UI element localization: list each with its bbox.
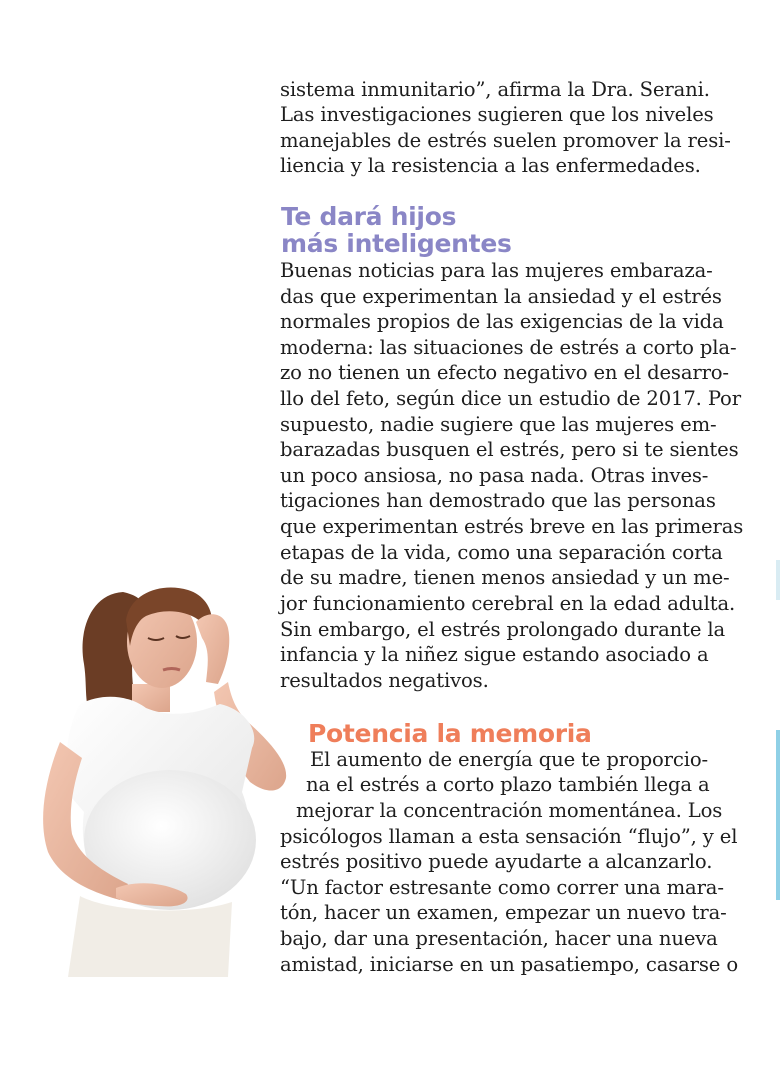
- text-line: etapas de la vida, como una separación corta: [280, 541, 723, 564]
- hand-on-head-shape: [196, 614, 229, 684]
- text-line: “Un factor estresante como correr una mara-: [280, 876, 724, 899]
- text-line: liencia y la resistencia a las enfermedades.: [280, 154, 701, 177]
- text-line: tón, hacer un examen, empezar un nuevo tra-: [280, 901, 727, 924]
- text-line: Sin embargo, el estrés prolongado durante la: [280, 618, 726, 641]
- heading-line: más inteligentes: [281, 229, 512, 258]
- text-line: sistema inmunitario”, afirma la Dra. Serani.: [280, 78, 710, 101]
- text-line: El aumento de energía que te proporcio-: [310, 748, 708, 771]
- text-line: Buenas noticias para las mujeres embaraza-: [280, 259, 713, 282]
- text-line: resultados negativos.: [280, 669, 489, 692]
- text-line: barazadas busquen el estrés, pero si te sientes: [280, 438, 739, 461]
- text-line: infancia y la niñez sigue estando asociado a: [280, 643, 709, 666]
- skirt-shape: [68, 896, 232, 977]
- text-line: bajo, dar una presentación, hacer una nueva: [280, 927, 718, 950]
- text-line: estrés positivo puede ayudarte a alcanzarlo.: [280, 850, 713, 873]
- text-line: na el estrés a corto plazo también llega a: [306, 773, 710, 796]
- text-line: psicólogos llaman a esta sensación “flujo”, y el: [280, 825, 738, 848]
- text-line: mejorar la concentración momentánea. Los: [296, 799, 723, 822]
- page-edge-color-strip: [776, 0, 780, 1075]
- pregnant-woman-photo: [20, 572, 310, 982]
- text-line: amistad, iniciarse en un pasatiempo, casarse o: [280, 953, 738, 976]
- text-line: normales propios de las exigencias de la vida: [280, 310, 724, 333]
- text-line: que experimentan estrés breve en las primeras: [280, 515, 744, 538]
- text-line: supuesto, nadie sugiere que las mujeres em-: [280, 413, 717, 436]
- text-line: Las investigaciones sugieren que los niveles: [280, 103, 714, 126]
- text-line: un poco ansiosa, no pasa nada. Otras inves-: [280, 464, 709, 487]
- mouth-shape: [163, 669, 180, 671]
- text-line: tigaciones han demostrado que las personas: [280, 489, 716, 512]
- text-line: zo no tienen un efecto negativo en el desarro-: [280, 361, 729, 384]
- heading-line: Te dará hijos: [281, 202, 457, 231]
- text-line: das que experimentan la ansiedad y el estrés: [280, 285, 722, 308]
- text-line: jor funcionamiento cerebral en la edad adulta.: [280, 592, 736, 615]
- text-line: de su madre, tienen menos ansiedad y un me-: [280, 566, 730, 589]
- text-line: llo del feto, según dice un estudio de 2017. Por: [280, 387, 741, 410]
- section-heading-boost-memory: Potencia la memoria: [308, 719, 592, 748]
- text-line: moderna: las situaciones de estrés a corto pla-: [280, 336, 737, 359]
- text-line: manejables de estrés suelen promover la resi-: [280, 129, 731, 152]
